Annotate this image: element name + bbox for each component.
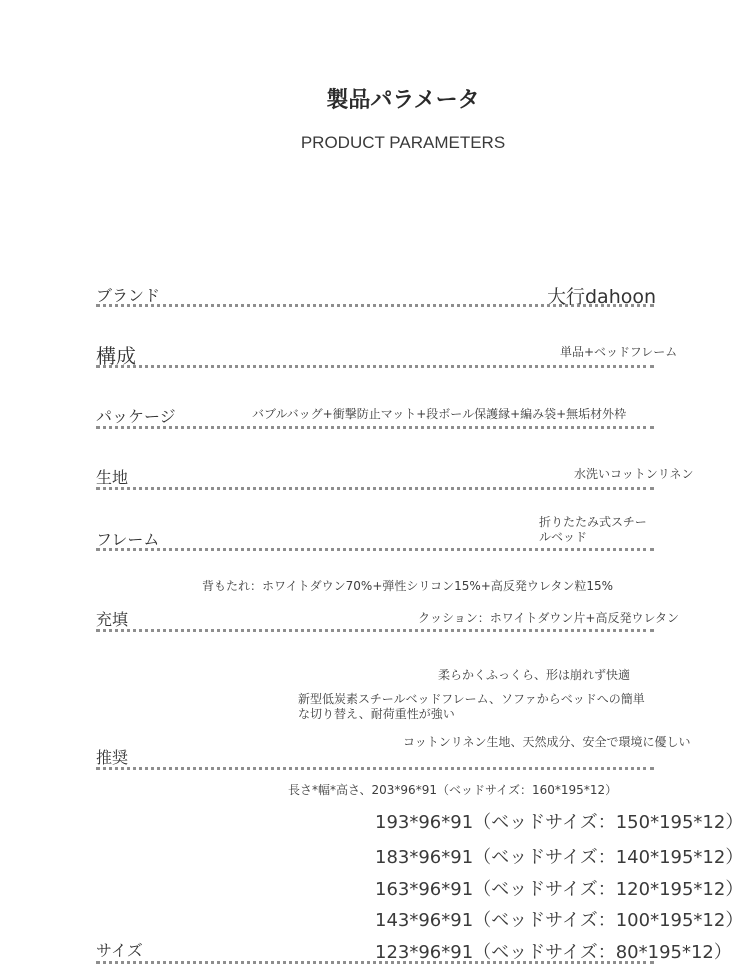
size-option: 183*96*91（ベッドサイズ：140*195*12）	[375, 847, 744, 868]
divider	[96, 961, 654, 964]
composition-value: 単品+ベッドフレーム	[560, 345, 678, 359]
divider	[96, 629, 654, 632]
divider	[96, 426, 654, 429]
frame-value: 折りたたみ式スチールベッド	[539, 515, 647, 544]
size-option: 143*96*91（ベッドサイズ：100*195*12）	[375, 910, 744, 931]
divider	[96, 548, 654, 551]
divider	[96, 487, 654, 490]
page-title: 製品パラメータ	[326, 88, 480, 113]
recommend-point-3: コットンリネン生地、天然成分、安全で環境に優しい	[403, 735, 691, 749]
divider	[96, 304, 654, 307]
recommend-point-1: 柔らかくふっくら、形は崩れず快適	[438, 668, 631, 682]
brand-label: ブランド	[96, 286, 161, 305]
recommend-point-2: 新型低炭素スチールベッドフレーム、ソファからベッドへの簡単な切り替え、耐荷重性が強い	[298, 692, 645, 721]
size-option: 163*96*91（ベッドサイズ：120*195*12）	[375, 879, 744, 900]
size-option: 123*96*91（ベッドサイズ：80*195*12）	[375, 942, 732, 963]
frame-label: フレーム	[96, 530, 160, 549]
package-label: パッケージ	[96, 407, 176, 426]
divider	[96, 365, 654, 368]
filling-cushion: クッション：ホワイトダウン片+高反発ウレタン	[418, 611, 679, 625]
filling-label: 充填	[96, 610, 129, 629]
filling-backrest: 背もたれ：ホワイトダウン70%+弾性シリコン15%+高反発ウレタン粒15%	[202, 579, 614, 593]
composition-label: 構成	[96, 344, 136, 368]
recommend-label: 推奨	[96, 748, 129, 767]
divider	[96, 767, 654, 770]
page-subtitle: PRODUCT PARAMETERS	[300, 133, 506, 152]
fabric-label: 生地	[96, 468, 129, 487]
size-header: 長さ*幅*高さ、203*96*91（ベッドサイズ：160*195*12）	[288, 783, 618, 797]
brand-value: 大行dahoon	[547, 286, 657, 308]
package-value: バブルバッグ+衝撃防止マット+段ボール保護縁+編み袋+無垢材外枠	[252, 407, 627, 421]
fabric-value: 水洗いコットンリネン	[574, 467, 694, 481]
size-label: サイズ	[96, 941, 143, 960]
size-option: 193*96*91（ベッドサイズ：150*195*12）	[375, 812, 744, 833]
